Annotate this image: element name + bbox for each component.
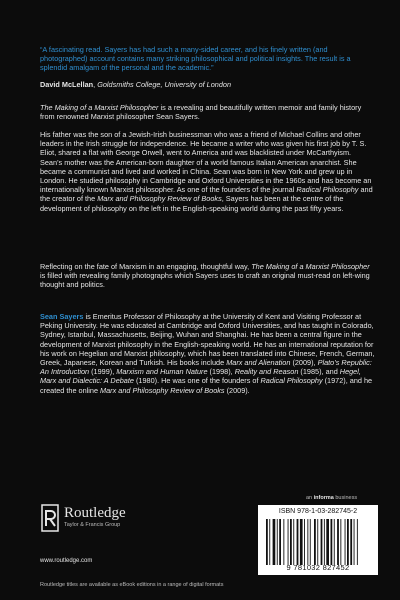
author-bio: Sean Sayers is Emeritus Professor of Philosophy at the University of Kent and Visiting Professor at Peking University. He was educated at Cambridge and Oxford Universities, and has taught in Colorado, Sydney, Istanbul, Massachusetts, Beijing, Wuhan and Shanghai. He has been a central figure in the development of Marxist philosophy in the English-speaking world. He has an international reputation for his work on Hegelian and Marxist philosophy, which has been translated into Chinese, French, German, Greek, Japanese, Korean and Turkish. His books include Marx and Alienation (2009), Plato’s Republic: An Introduction (1999), Marxism and Human Nature (1998), Reality and Reason (1985), and Hegel, Marx and Dialectic: A Debate (1980). He was one of the founders of Radical Philosophy (1972), and he created the online Marx and Philosophy Review of Books (2009). [40, 312, 375, 395]
publisher-group: Taylor & Francis Group [64, 522, 121, 528]
review-quote: “A fascinating read. Sayers has had such a many-sided career, and his finely written (and photographed) account contains many striking philosophical and political insights. The result is a splendid amalgam of the personal and the academic.” [40, 45, 351, 72]
barcode-panel [258, 505, 378, 575]
quote-affiliation: Goldsmiths College, University of London [97, 80, 232, 89]
book-title: The Making of a Marxist Philosopher [251, 262, 370, 271]
quote-attribution: David McLellan, Goldsmiths College, University of London [40, 80, 232, 89]
barcode-digits: 9 781032 827452 [286, 563, 350, 572]
review-title: Marx and Philosophy Review of Books [97, 194, 222, 204]
journal-title: Radical Philosophy [296, 185, 359, 195]
book-title: The Making of a Marxist Philosopher [40, 103, 159, 112]
publisher-website: www.routledge.com [40, 558, 93, 564]
barcode-icon [266, 519, 370, 565]
quote-author: David McLellan [40, 80, 94, 89]
isbn-label: ISBN 978-1-03-282745-2 [278, 508, 358, 515]
publisher-name: Routledge [64, 505, 126, 521]
informa-tagline: an informa business [306, 495, 358, 501]
publisher-logo [40, 504, 190, 554]
routledge-logo-icon [40, 504, 60, 532]
ebook-notice: Routledge titles are available as eBook editions in a range of digital formats [40, 582, 224, 588]
author-name: Sean Sayers [40, 312, 84, 321]
reflection-paragraph: Reflecting on the fate of Marxism in an engaging, thoughtful way, The Making of a Marxist Philosopher is filled with revealing family photographs which Sayers uses to craft an original must-read on left-wing thought and politics. [40, 262, 370, 290]
intro-paragraph: The Making of a Marxist Philosopher is a revealing and beautifully written memoir and family history from renowned Marxist philosopher Sean Sayers. [40, 103, 362, 122]
history-paragraph: His father was the son of a Jewish-Irish businessman who was a friend of Michael Collins and other leaders in the Irish struggle for independence. He became a writer who was given his first job by T. S. Eliot, shared a flat with George Orwell, went to America and was blacklisted under McCarthyism. Sean’s mother was the American-born daughter of a world famous Italian American anarchist. She became a communist and lived and worked in China. Sean was born in New York and grew up in London. He studied philosophy in Cambridge and Oxford Universities in the 1960s and has become an internationally known Marxist philosopher. As one of the founders of the journal Radical Philosophy and the creator of the Marx and Philosophy Review of Books, Sayers has been at the centre of the development of philosophy on the left in the English-speaking world during the past fifty years. [40, 130, 373, 213]
